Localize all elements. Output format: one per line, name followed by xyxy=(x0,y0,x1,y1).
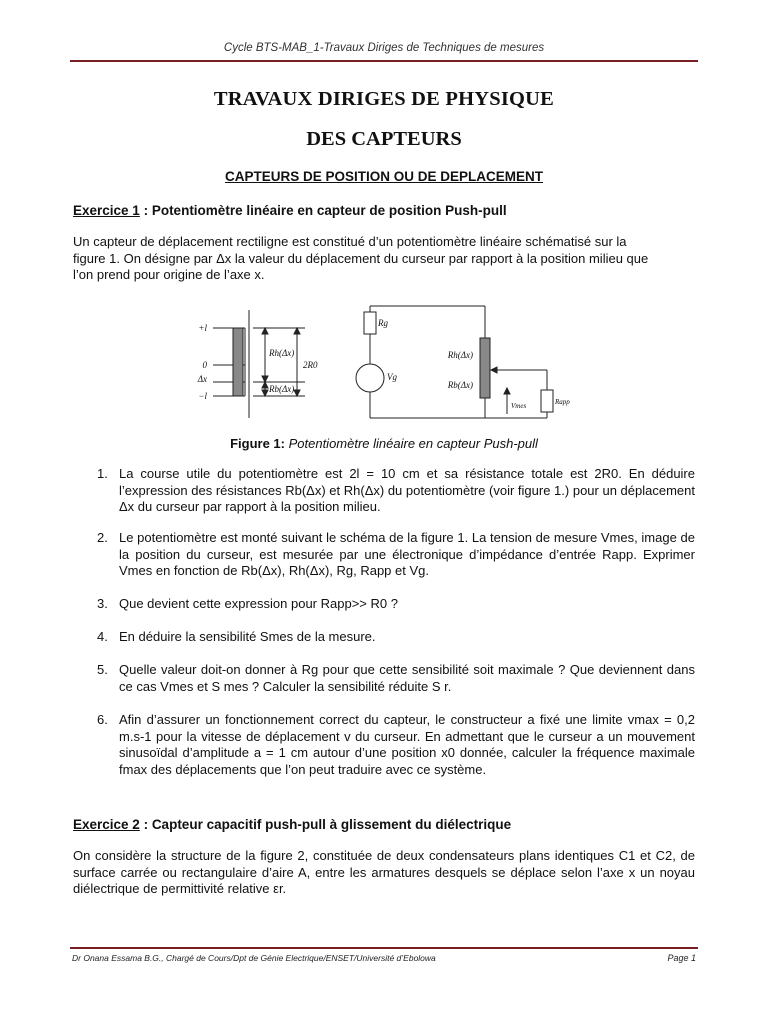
question-text: Que devient cette expression pour Rapp>> R0 ? xyxy=(119,596,398,611)
page-title: TRAVAUX DIRIGES DE PHYSIQUE xyxy=(213,88,555,110)
footer-rule xyxy=(70,947,698,949)
footer-author: Dr Onana Essama B.G., Chargé de Cours/Dpt de Génie Electrique/ENSET/Université d’Ebolowa xyxy=(72,953,436,963)
exercise1-label: Exercice 1 xyxy=(73,203,140,218)
page-number: Page 1 xyxy=(667,953,696,963)
question-item xyxy=(73,712,695,778)
exercise1-intro-line: figure 1. On désigne par Δx la valeur du déplacement du curseur par rapport à la position milieu que xyxy=(73,250,649,266)
label-dx: Δx xyxy=(197,374,207,384)
label-plus-l: +l xyxy=(198,323,207,333)
exercise1-title: Potentiomètre linéaire en capteur de position Push-pull xyxy=(151,203,507,218)
question-number: 3. xyxy=(97,596,108,611)
figure-1-caption-label: Figure 1: xyxy=(230,436,285,451)
question-item xyxy=(73,596,695,613)
left-resistor-body xyxy=(233,328,243,396)
question-number: 6. xyxy=(97,712,108,727)
question-number: 2. xyxy=(97,530,108,545)
label-rapp: Rapp xyxy=(555,398,570,406)
figure-1-caption xyxy=(70,436,698,451)
exercise2-label: Exercice 2 xyxy=(73,817,140,832)
label-rb-right: Rb(Δx) xyxy=(447,380,473,390)
question-item xyxy=(73,530,695,580)
figure-1-diagram xyxy=(185,298,570,423)
right-resistor-body xyxy=(480,338,490,398)
label-2r0: 2R0 xyxy=(303,360,318,370)
exercise1-intro xyxy=(73,234,695,284)
question-number: 5. xyxy=(97,662,108,677)
exercise1-intro-line: l’on prend pour origine de l’axe x. xyxy=(73,267,265,282)
question-item xyxy=(73,466,695,516)
running-header: Cycle BTS-MAB_1-Travaux Diriges de Techniques de mesures xyxy=(223,42,545,54)
label-zero: 0 xyxy=(202,360,207,370)
label-vg: Vg xyxy=(387,372,397,382)
page-title-line2: DES CAPTEURS xyxy=(306,128,462,150)
label-rh-left: Rh(Δx) xyxy=(269,348,295,358)
question-text: La course utile du potentiomètre est 2l = 10 cm et sa résistance totale est 2R0. En déduire l’expression des résistances Rb(Δx) et Rh(Δx) du potentiomètre (voir figure 1.) pour un déplacement Δx du curseur par rapport à la position milieu. xyxy=(119,466,695,514)
question-text: Quelle valeur doit-on donner à Rg pour que cette sensibilité soit maximale ? Que deviennent dans ce cas Vmes et S mes ? Calculer la sensibilité réduite S r. xyxy=(119,662,695,694)
figure-1-caption-text: Potentiomètre linéaire en capteur Push-pull xyxy=(284,436,538,451)
label-rb-left: Rb(Δx) xyxy=(269,384,295,394)
question-item xyxy=(73,629,695,646)
exercise1-heading xyxy=(73,203,507,218)
label-rh-right: Rh(Δx) xyxy=(447,350,473,360)
label-vmes: Vmes xyxy=(511,402,527,410)
question-number: 1. xyxy=(97,466,108,481)
exercise2-title: Capteur capacitif push-pull à glissement du diélectrique xyxy=(151,817,512,832)
exercise1-intro-line: Un capteur de déplacement rectiligne est constitué d’un potentiomètre linéaire schématisé sur la xyxy=(73,234,627,249)
rapp-resistor xyxy=(541,390,553,412)
vg-source xyxy=(356,364,384,392)
exercise2-heading xyxy=(73,817,511,832)
section-subtitle: CAPTEURS DE POSITION OU DE DEPLACEMENT xyxy=(224,169,544,184)
label-rg: Rg xyxy=(378,318,388,328)
exercise2-separator: : xyxy=(139,817,152,832)
question-text: En déduire la sensibilité Smes de la mesure. xyxy=(119,629,376,644)
exercise2-intro: On considère la structure de la figure 2, constituée de deux condensateurs plans identiques C1 et C2, de surface carrée ou rectangulaire d’aire A, entre les armatures desquels se déplace selon l’axe x un noyau diélectrique de permittivité relative εr. xyxy=(73,848,695,896)
question-text: Afin d’assurer un fonctionnement correct du capteur, le constructeur a fixé une limite vmax = 0,2 m.s-1 pour la vitesse de déplacement v du curseur. En admettant que le curseur a un mouvement sinusoïdal d’amplitude a = 1 cm autour d’une position x0 donnée, calculer la fréquence maximale fmax des déplacements que l’on peut traduire avec ce système. xyxy=(119,712,695,777)
header-rule xyxy=(70,60,698,62)
question-number: 4. xyxy=(97,629,108,644)
question-text: Le potentiomètre est monté suivant le schéma de la figure 1. La tension de mesure Vmes, image de la position du curseur, est mesurée par une électronique d’impédance d’entrée Rapp. Exprimer Vmes en fonction de Rb(Δx), Rh(Δx), Rg, Rapp et Vg. xyxy=(119,530,695,578)
rg-resistor xyxy=(364,312,376,334)
label-minus-l: −l xyxy=(198,391,207,401)
question-item xyxy=(73,662,695,695)
exercise1-separator: : xyxy=(139,203,152,218)
